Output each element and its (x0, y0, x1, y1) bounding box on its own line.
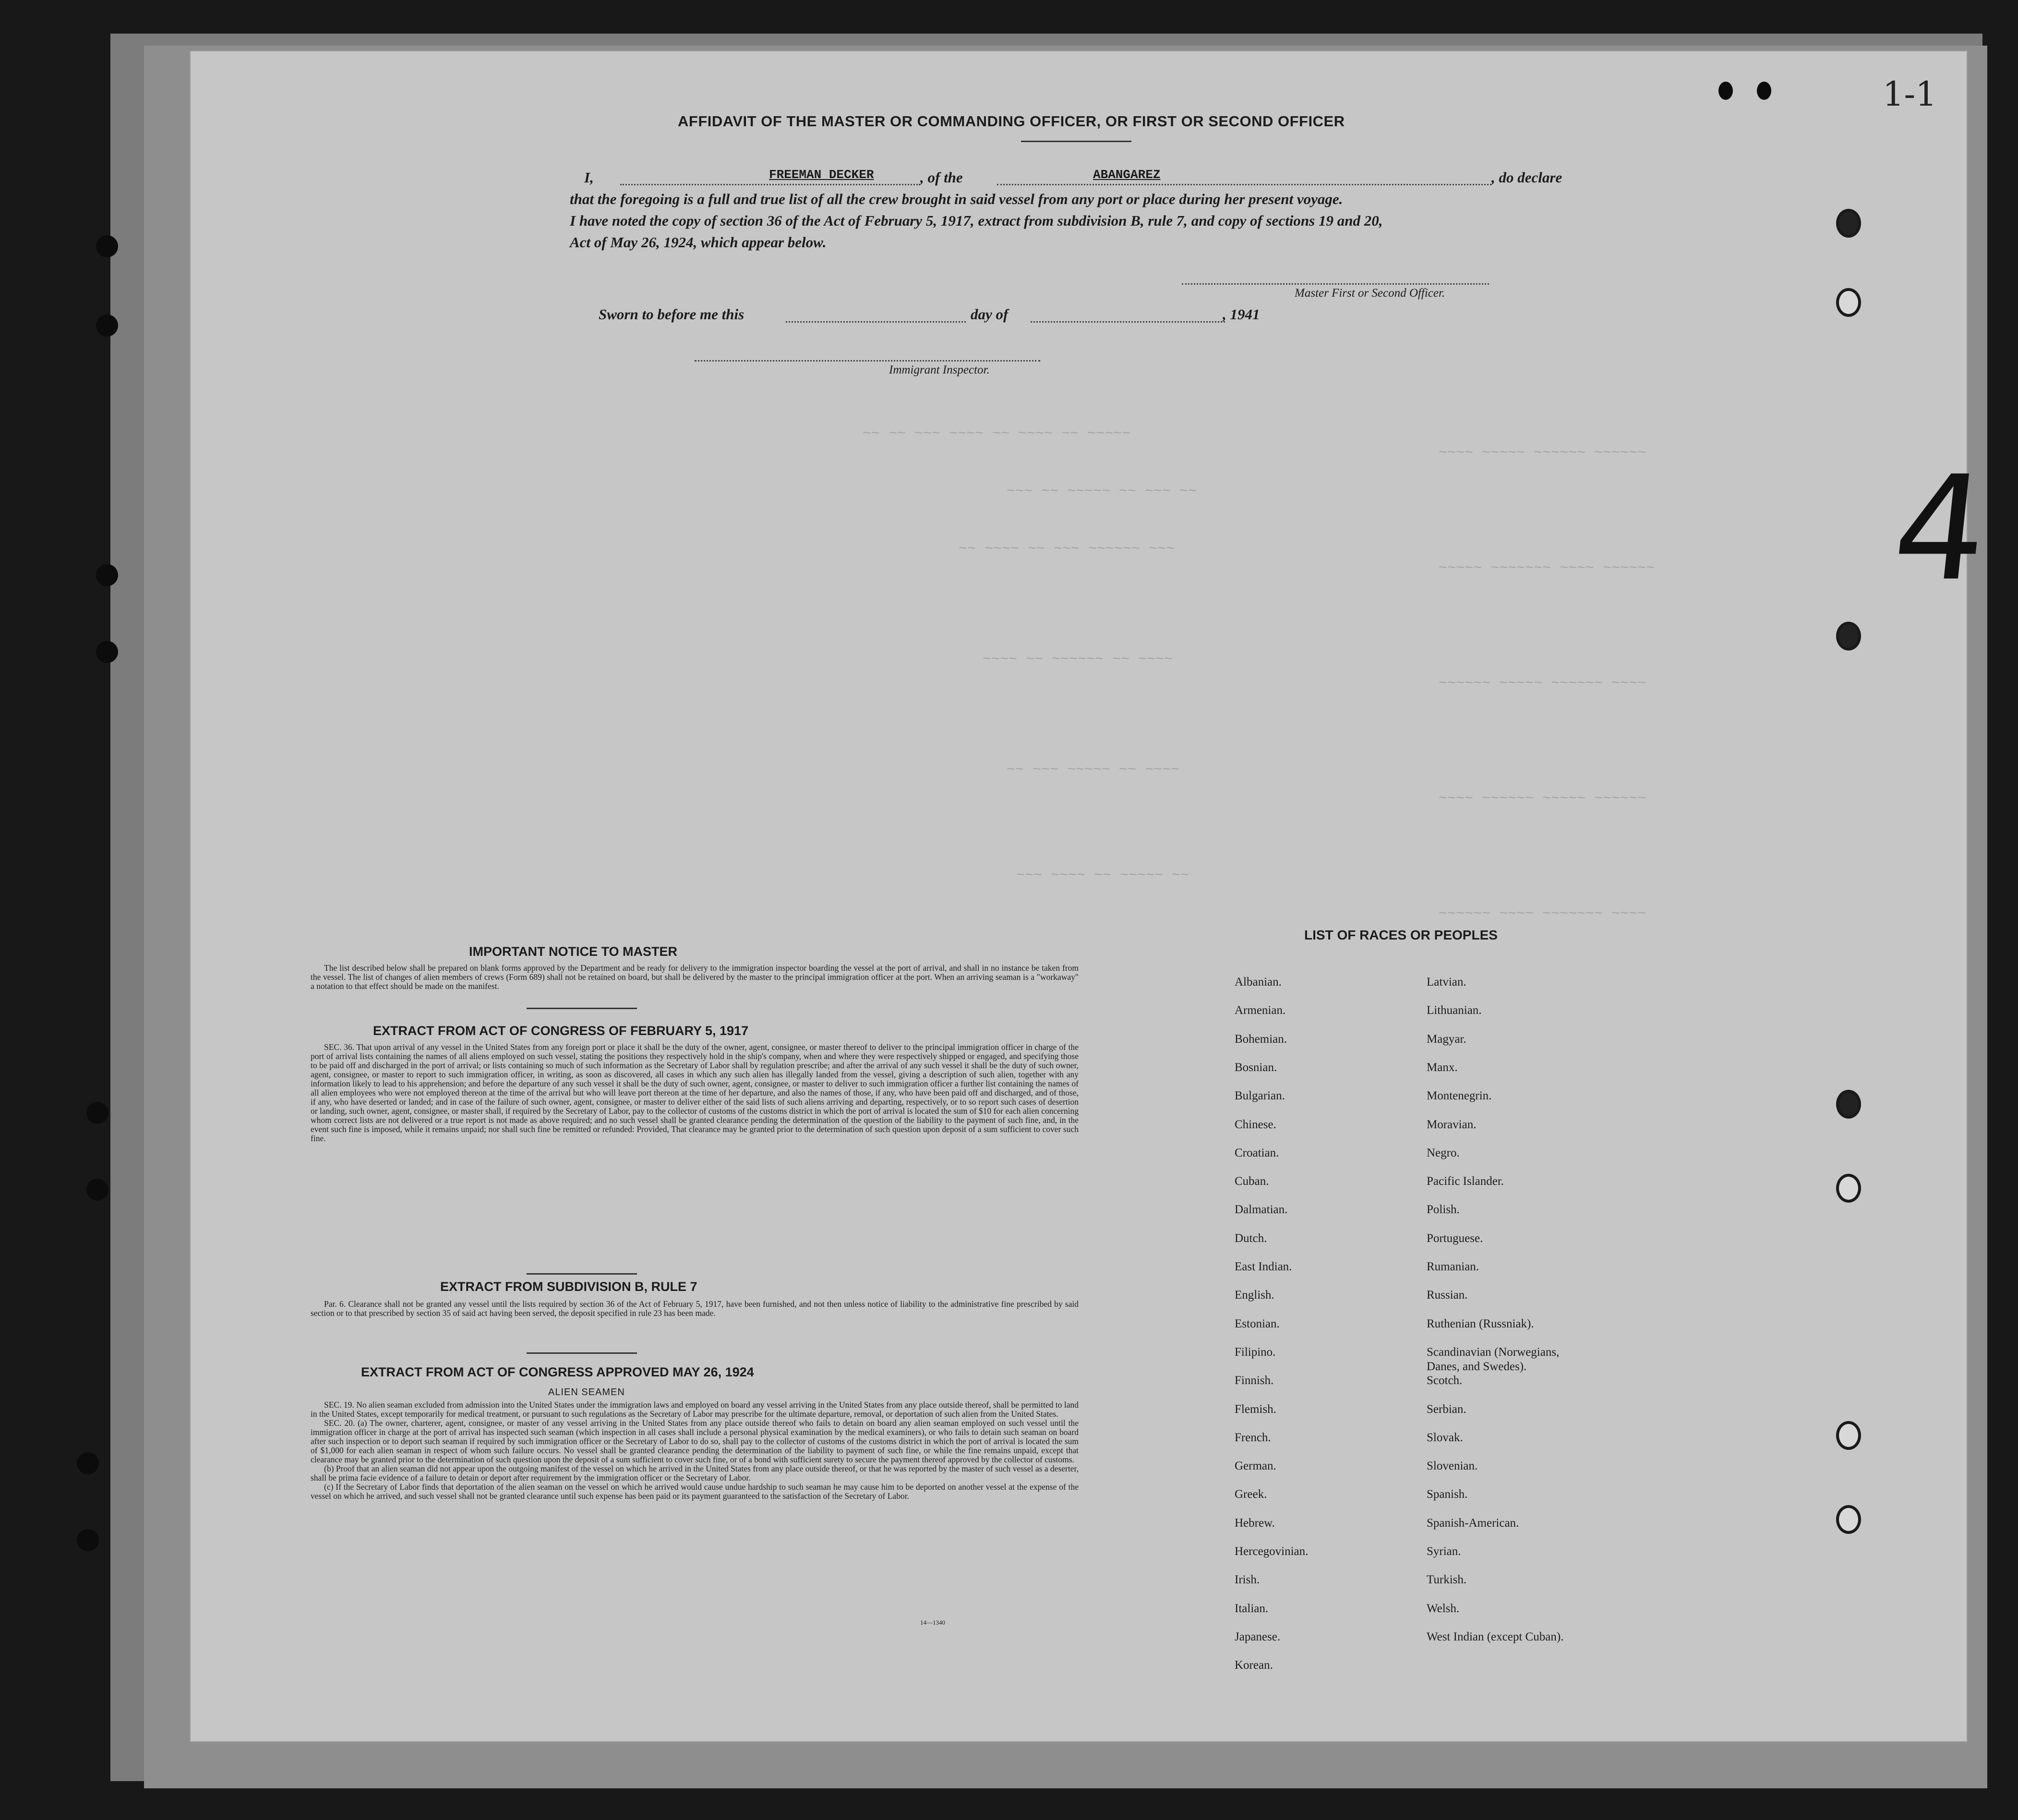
bleed-through-text: ~~~~~~ ~~~~~ ~~~~~~ ~~~~ (1439, 675, 1646, 692)
bleed-through-text: ~~~~ ~~~~~~ ~~~~~ ~~~~~~ (1439, 791, 1646, 807)
binder-ring (1836, 622, 1861, 651)
alien-seamen-subtitle: ALIEN SEAMEN (548, 1387, 625, 1398)
race-item: Latvian. (1427, 976, 1466, 988)
race-item: Russian. (1427, 1289, 1468, 1302)
binder-ring (1836, 1421, 1861, 1450)
race-item: Greek. (1235, 1488, 1267, 1501)
race-item: Hebrew. (1235, 1516, 1275, 1530)
master-name-line (620, 184, 920, 185)
do-declare-label: , do declare (1491, 169, 1562, 186)
race-item: Finnish. (1235, 1374, 1274, 1387)
race-item: Polish. (1427, 1203, 1460, 1217)
race-item: Albanian. (1235, 976, 1282, 988)
race-item: Scotch. (1427, 1374, 1463, 1387)
race-item: Armenian. (1235, 1004, 1286, 1017)
binder-hole (96, 314, 118, 337)
race-item: West Indian (except Cuban). (1427, 1630, 1564, 1643)
binder-hole (96, 564, 118, 586)
race-item: Cuban. (1235, 1175, 1269, 1188)
section-20a-text: SEC. 20. (a) The owner, charterer, agent, consignee, or master of any vessel arriving in the United States from any place outside thereof who fails to detain on board any alien seaman employed on such vessel until the immigration officer in charge at the port of arrival has inspected such seaman (which inspection in all cases shall include a personal physical examination by the medical examiners), or who fails to detain such seaman on board after such inspection or to deport such seaman if required by such immigration officer or the Secretary of Labor to do so, shall pay to the collector of customs of the customs district in which the port of arrival is located the sum of $1,000 for each alien seaman in respect of whom such failure occurs. No vessel shall be granted clearance pending the determination of the liability to payment of such fine, or while the fine remains unpaid, except that clearance may be granted prior to the determination of such question upon the deposit of a sum sufficient to cover such fine, or of a bond with sufficient surety to secure the payment thereof approved by the collector of customs. (311, 1418, 1079, 1464)
rule-7-body (311, 1300, 1079, 1318)
punch-mark (1718, 82, 1733, 100)
race-item: Spanish. (1427, 1488, 1468, 1501)
race-item: Portuguese. (1427, 1231, 1483, 1245)
divider (527, 1008, 637, 1009)
divider (527, 1352, 637, 1354)
signature-caption: Master First or Second Officer. (1295, 287, 1445, 300)
divider (527, 1273, 637, 1275)
sworn-label: Sworn to before me this (599, 306, 745, 323)
notice-title: IMPORTANT NOTICE TO MASTER (469, 944, 677, 959)
race-item: Turkish. (1427, 1573, 1467, 1587)
binder-hole (96, 641, 118, 663)
section-36-text: SEC. 36. That upon arrival of any vessel in the United States from any foreign port or place it shall be the duty of the owner, agent, consignee, or master thereof to deliver to the principal immigration officer in charge of the port of arrival lists containing the names of all aliens employed on such vessel, stating the positions they respectively hold in the ship's company, when and where they were respectively shipped or engaged, and specifying those to be paid off and discharged in the port of arrival; or lists containing so much of such information as the Secretary of Labor shall by regulation prescribe; and after the arrival of any such vessel it shall be the duty of such owner, agent, consignee, or master to report to such immigration officer, in writing, as soon as discovered, all cases in which any such alien has illegally landed from the vessel, giving a description of such alien, together with any information likely to lead to his apprehension; and before the departure of any such vessel it shall be the duty of such owner, agent, consignee, or master to deliver to such immigration officer a further list containing the names of all alien employees who were not employed thereon at the time of the arrival but who will leave port thereon at the time of her departure, and also the names of those, if any, who have been paid off and discharged, and of those, if any, who have deserted or landed; and in case of the failure of such owner, agent, consignee, or master to deliver either of the said lists of such aliens arriving and departing, respectively, or to so report such cases of desertion or landing, such owner, agent, consignee, or master shall, if required by the Secretary of Labor, pay to the collector of customs of the customs district in which the port of arrival is located the sum of $10 for each alien concerning whom correct lists are not delivered or a true report is not made as above required; and no such vessel shall be granted clearance pending the determination of the question of the liability to the payment of such fine, and, in the event such fine is imposed, while it remains unpaid; nor shall such fine be remitted or refunded: Provided, That clearance may be granted prior to the determination of such question upon deposit of a sum sufficient to cover such fine. (311, 1042, 1079, 1143)
notice-body (311, 964, 1079, 991)
affidavit-line-4: Act of May 26, 1924, which appear below. (570, 234, 827, 251)
punch-mark (1757, 82, 1771, 100)
race-item: Japanese. (1235, 1630, 1281, 1643)
extract-1917-title: EXTRACT FROM ACT OF CONGRESS OF FEBRUARY 5, 1917 (373, 1024, 749, 1038)
binder-hole (86, 1102, 108, 1124)
vessel-name-field: ABANGAREZ (1093, 168, 1161, 182)
manifest-page (190, 50, 1995, 1742)
section-19-text: SEC. 19. No alien seaman excluded from admission into the United States under the immigration laws and employed on board any vessel arriving in the United States from any place outside thereof, shall be permitted to land in the United States, except temporarily for medical treatment, or pursuant to such regulations as the Secretary of Labor may prescribe for the ultimate departure, removal, or deportation of such alien from the United States. (311, 1400, 1079, 1419)
race-item: Moravian. (1427, 1118, 1477, 1131)
of-the-label: , of the (920, 169, 963, 186)
race-item: Serbian. (1427, 1402, 1466, 1416)
binder-ring (1836, 1174, 1861, 1203)
race-item: French. (1235, 1431, 1271, 1444)
race-item: Magyar. (1427, 1032, 1466, 1046)
race-item: Bulgarian. (1235, 1089, 1285, 1103)
race-item: Estonian. (1235, 1317, 1280, 1330)
margin-note: 1-1 (1883, 74, 1937, 114)
race-item: Lithuanian. (1427, 1004, 1482, 1017)
inspector-caption: Immigrant Inspector. (889, 363, 990, 376)
race-item: Dalmatian. (1235, 1203, 1288, 1217)
master-name-field: FREEMAN DECKER (769, 168, 874, 182)
race-item: Danes, and Swedes). (1427, 1360, 1527, 1373)
binder-hole (96, 235, 118, 257)
race-item: Filipino. (1235, 1345, 1276, 1359)
rule-7-text: Par. 6. Clearance shall not be granted any vessel until the lists required by section 36 of the Act of February 5, 1917, have been furnished, and not then unless notice of liability to the administrative fine prescribed by said section or to that prescribed by section 35 of said act having been served, the deposit specified in rule 23 has been made. (311, 1299, 1079, 1318)
race-item: Hercegovinian. (1235, 1545, 1309, 1558)
race-item: Montenegrin. (1427, 1089, 1492, 1103)
races-title: LIST OF RACES OR PEOPLES (1304, 928, 1498, 942)
page-mark: 4 (1886, 445, 1995, 613)
race-item: Irish. (1235, 1573, 1260, 1587)
race-item: Bohemian. (1235, 1032, 1287, 1046)
race-item: Flemish. (1235, 1402, 1276, 1416)
notice-text: The list described below shall be prepared on blank forms approved by the Department and be ready for delivery to the immigration inspector boarding the vessel at the port of arrival, and shall in no instance be taken from the vessel. The list of changes of alien members of crews (Form 689) shall not be retained on board, but shall be delivered by the master to the principal immigration officer at the port. When an arriving seaman is a "workaway" a notation to that effect should be made on the manifest. (311, 963, 1079, 991)
extract-1924-body (311, 1400, 1079, 1501)
bleed-through-text: ~~~~ ~~ ~~~~~~ ~~ ~~~~ (983, 651, 1173, 668)
binder-ring (1836, 1505, 1861, 1534)
race-item: Slovak. (1427, 1431, 1463, 1444)
bleed-through-text: ~~ ~~~~ ~~ ~~~ ~~~~~~ ~~~ (959, 541, 1175, 557)
bleed-through-text: ~~~~~~ ~~~~ ~~~~~~~ ~~~~ (1439, 906, 1646, 922)
race-item: Chinese. (1235, 1118, 1276, 1131)
race-item: Manx. (1427, 1061, 1458, 1074)
bleed-through-text: ~~ ~~ ~~~ ~~~~ ~~ ~~~~ ~~ ~~~~~ (863, 426, 1131, 442)
race-item: Dutch. (1235, 1231, 1267, 1245)
rule-7-title: EXTRACT FROM SUBDIVISION B, RULE 7 (440, 1279, 697, 1294)
form-number: 14—1340 (920, 1619, 945, 1626)
day-of-label: day of (971, 306, 1009, 323)
race-item: Negro. (1427, 1146, 1460, 1159)
vessel-name-line (997, 184, 1491, 185)
binder-ring (1836, 209, 1861, 238)
affidavit-title: AFFIDAVIT OF THE MASTER OR COMMANDING OFFICER, OR FIRST OR SECOND OFFICER (678, 113, 1345, 130)
section-20b-text: (b) Proof that an alien seaman did not appear upon the outgoing manifest of the vessel on which he arrived in the United States from any place outside thereof, or that he was reported by the master of such vessel as a deserter, shall be prima facie evidence of a failure to detain or deport after requirement by the immigration officer or the Secretary of Labor. (311, 1464, 1079, 1483)
inspector-line (695, 360, 1040, 362)
binder-hole (77, 1452, 99, 1474)
race-item: Pacific Islander. (1427, 1175, 1504, 1188)
affidavit-line-3: I have noted the copy of section 36 of the Act of February 5, 1917, extract from subdivision B, rule 7, and copy of sections 19 and 20, (570, 212, 1383, 229)
bleed-through-text: ~~~ ~~ ~~~~~ ~~ ~~~ ~~ (1007, 483, 1197, 500)
binder-hole (77, 1529, 99, 1551)
race-item: Korean. (1235, 1659, 1273, 1672)
sworn-date-line (786, 321, 966, 323)
extract-1924-title: EXTRACT FROM ACT OF CONGRESS APPROVED MAY 26, 1924 (361, 1365, 754, 1379)
race-item: Bosnian. (1235, 1061, 1277, 1074)
race-item: Italian. (1235, 1602, 1269, 1615)
race-item: Croatian. (1235, 1146, 1279, 1159)
binder-ring (1836, 288, 1861, 317)
extract-1917-body (311, 1043, 1079, 1143)
binder-hole (86, 1179, 108, 1201)
race-item: Scandinavian (Norwegians, (1427, 1345, 1560, 1359)
signature-line (1182, 283, 1489, 285)
affidavit-i-label: I, (584, 169, 594, 186)
sworn-month-line (1031, 321, 1225, 323)
bleed-through-text: ~~~ ~~~~ ~~ ~~~~~ ~~ (1016, 868, 1189, 884)
race-item: Syrian. (1427, 1545, 1461, 1558)
year-text: , 1941 (1223, 306, 1260, 323)
bleed-through-text: ~~ ~~~ ~~~~~ ~~ ~~~~ (1007, 762, 1180, 778)
title-underline (1021, 141, 1131, 142)
race-item: German. (1235, 1459, 1276, 1473)
binder-ring (1836, 1090, 1861, 1119)
race-item: Ruthenian (Russniak). (1427, 1317, 1534, 1330)
race-item: Slovenian. (1427, 1459, 1478, 1473)
race-item: Rumanian. (1427, 1260, 1479, 1273)
race-item: English. (1235, 1289, 1274, 1302)
bleed-through-text: ~~~~ ~~~~~ ~~~~~~ ~~~~~~ (1439, 445, 1646, 461)
affidavit-line-2: that the foregoing is a full and true list of all the crew brought in said vessel from any port or place during her present voyage. (570, 191, 1343, 207)
race-item: East Indian. (1235, 1260, 1292, 1273)
race-item: Spanish-American. (1427, 1516, 1519, 1530)
section-20c-text: (c) If the Secretary of Labor finds that deportation of the alien seaman on the vessel on which he arrived would cause undue hardship to such seaman he may cause him to be deported on another vessel at the expense of the vessel on which he arrived, and such vessel shall not be granted clearance until such expense has been paid or its payment guaranteed to the satisfaction of the Secretary of Labor. (311, 1482, 1079, 1501)
bleed-through-text: ~~~~~ ~~~~~~~ ~~~~ ~~~~~~ (1439, 560, 1655, 577)
race-item: Welsh. (1427, 1602, 1460, 1615)
